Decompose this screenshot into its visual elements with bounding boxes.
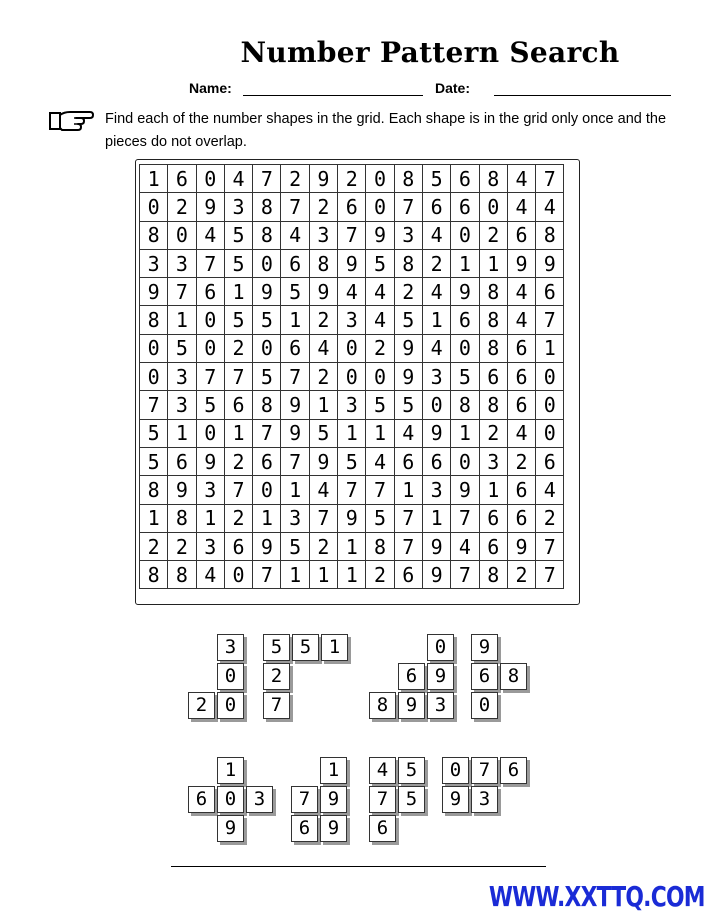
grid-cell[interactable]: 0 <box>366 165 394 193</box>
shape-cell: 6 <box>398 663 425 690</box>
grid-cell[interactable]: 3 <box>479 447 507 475</box>
grid-cell[interactable]: 1 <box>479 249 507 277</box>
website-link[interactable]: WWW.XXTTQ.COM <box>489 880 705 913</box>
shape-cell: 5 <box>263 634 290 661</box>
grid-cell[interactable]: 6 <box>507 391 535 419</box>
grid-cell[interactable]: 7 <box>536 561 564 589</box>
grid-cell[interactable]: 4 <box>338 278 366 306</box>
grid-cell[interactable]: 6 <box>224 391 252 419</box>
grid-cell[interactable]: 7 <box>253 561 281 589</box>
grid-cell[interactable]: 8 <box>479 334 507 362</box>
shape-cell: 7 <box>471 757 498 784</box>
grid-cell[interactable]: 5 <box>196 391 224 419</box>
grid-cell[interactable]: 2 <box>309 532 337 560</box>
grid-row <box>140 221 564 249</box>
grid-cell[interactable]: 7 <box>140 391 168 419</box>
name-date-row <box>0 80 713 100</box>
grid-cell[interactable]: 5 <box>394 306 422 334</box>
grid-cell[interactable]: 1 <box>338 419 366 447</box>
grid-cell[interactable]: 0 <box>366 193 394 221</box>
grid-cell[interactable]: 9 <box>140 278 168 306</box>
shape-cell: 9 <box>217 815 244 842</box>
grid-cell[interactable]: 9 <box>366 221 394 249</box>
grid-cell[interactable]: 0 <box>451 334 479 362</box>
grid-cell[interactable]: 1 <box>338 532 366 560</box>
shape-cell: 7 <box>291 786 318 813</box>
grid-cell[interactable]: 0 <box>536 419 564 447</box>
grid-cell[interactable]: 9 <box>394 363 422 391</box>
shape-cell: 2 <box>263 663 290 690</box>
shape-cell: 7 <box>263 692 290 719</box>
grid-cell[interactable]: 7 <box>224 476 252 504</box>
grid-cell[interactable]: 2 <box>507 561 535 589</box>
grid-cell[interactable]: 3 <box>281 504 309 532</box>
grid-cell[interactable]: 6 <box>536 278 564 306</box>
grid-cell[interactable]: 6 <box>196 278 224 306</box>
grid-cell[interactable]: 8 <box>451 391 479 419</box>
grid-cell[interactable]: 9 <box>338 249 366 277</box>
grid-cell[interactable]: 7 <box>338 221 366 249</box>
grid-cell[interactable]: 3 <box>196 532 224 560</box>
grid-cell[interactable]: 1 <box>536 334 564 362</box>
grid-cell[interactable]: 4 <box>422 334 450 362</box>
shape-cell: 1 <box>321 634 348 661</box>
grid-cell[interactable]: 0 <box>168 221 196 249</box>
grid-cell[interactable]: 9 <box>309 165 337 193</box>
grid-cell[interactable]: 0 <box>338 363 366 391</box>
grid-cell[interactable]: 0 <box>536 391 564 419</box>
grid-cell[interactable]: 6 <box>451 306 479 334</box>
shape-cell: 9 <box>427 663 454 690</box>
shape-cell: 0 <box>217 786 244 813</box>
name-label: Name: <box>189 80 232 96</box>
grid-cell[interactable]: 4 <box>366 278 394 306</box>
grid-cell[interactable]: 8 <box>536 221 564 249</box>
grid-cell[interactable]: 4 <box>507 419 535 447</box>
grid-cell[interactable]: 3 <box>394 221 422 249</box>
grid-cell[interactable]: 7 <box>394 193 422 221</box>
shape-cell: 8 <box>369 692 396 719</box>
shape-cell: 9 <box>320 815 347 842</box>
grid-cell[interactable]: 1 <box>366 419 394 447</box>
grid-cell[interactable]: 8 <box>479 165 507 193</box>
grid-cell[interactable]: 6 <box>281 334 309 362</box>
pointing-hand-icon <box>48 108 94 134</box>
grid-row <box>140 504 564 532</box>
grid-cell[interactable]: 0 <box>422 391 450 419</box>
grid-cell[interactable]: 5 <box>309 419 337 447</box>
grid-cell[interactable]: 7 <box>196 363 224 391</box>
grid-cell[interactable]: 1 <box>394 476 422 504</box>
grid-cell[interactable]: 9 <box>253 278 281 306</box>
grid-cell[interactable]: 7 <box>253 165 281 193</box>
grid-cell[interactable]: 8 <box>253 193 281 221</box>
grid-cell[interactable]: 0 <box>451 447 479 475</box>
grid-cell[interactable]: 3 <box>140 249 168 277</box>
shape-cell: 6 <box>369 815 396 842</box>
shape-cell: 9 <box>398 692 425 719</box>
grid-cell[interactable]: 9 <box>451 278 479 306</box>
grid-cell[interactable]: 8 <box>140 306 168 334</box>
shape-cell: 2 <box>188 692 215 719</box>
grid-cell[interactable]: 7 <box>536 532 564 560</box>
shape-cell: 6 <box>500 757 527 784</box>
grid-cell[interactable]: 2 <box>366 561 394 589</box>
grid-cell[interactable]: 6 <box>507 363 535 391</box>
grid-cell[interactable]: 5 <box>140 447 168 475</box>
shape-cell: 1 <box>320 757 347 784</box>
grid-cell[interactable]: 4 <box>451 532 479 560</box>
grid-cell[interactable]: 8 <box>168 561 196 589</box>
shape-cell: 3 <box>217 634 244 661</box>
grid-cell[interactable]: 1 <box>451 249 479 277</box>
grid-cell[interactable]: 8 <box>253 221 281 249</box>
grid-cell[interactable]: 9 <box>196 447 224 475</box>
grid-cell[interactable]: 1 <box>451 419 479 447</box>
grid-cell[interactable]: 4 <box>536 476 564 504</box>
shape-cell: 1 <box>217 757 244 784</box>
grid-cell[interactable]: 8 <box>479 391 507 419</box>
grid-cell[interactable]: 3 <box>309 221 337 249</box>
grid-cell[interactable]: 5 <box>394 391 422 419</box>
grid-cell[interactable]: 3 <box>168 249 196 277</box>
grid-row <box>140 193 564 221</box>
grid-cell[interactable]: 2 <box>140 532 168 560</box>
grid-row <box>140 476 564 504</box>
grid-row <box>140 278 564 306</box>
grid-row <box>140 363 564 391</box>
grid-cell[interactable]: 9 <box>281 391 309 419</box>
grid-cell[interactable]: 5 <box>366 391 394 419</box>
grid-cell[interactable]: 2 <box>536 504 564 532</box>
grid-cell[interactable]: 2 <box>309 193 337 221</box>
grid-cell[interactable]: 0 <box>140 334 168 362</box>
grid-cell[interactable]: 7 <box>338 476 366 504</box>
grid-cell[interactable]: 3 <box>196 476 224 504</box>
grid-cell[interactable]: 6 <box>253 447 281 475</box>
grid-cell[interactable]: 8 <box>140 476 168 504</box>
shape-cell: 9 <box>442 786 469 813</box>
shape-cell: 5 <box>398 757 425 784</box>
grid-cell[interactable]: 4 <box>536 193 564 221</box>
grid-cell[interactable]: 0 <box>140 363 168 391</box>
grid-cell[interactable]: 2 <box>309 363 337 391</box>
grid-cell[interactable]: 4 <box>366 447 394 475</box>
grid-cell[interactable]: 2 <box>394 278 422 306</box>
grid-cell[interactable]: 7 <box>168 278 196 306</box>
grid-cell[interactable]: 9 <box>309 447 337 475</box>
grid-cell[interactable]: 6 <box>394 447 422 475</box>
number-grid <box>139 164 564 589</box>
grid-cell[interactable]: 5 <box>224 306 252 334</box>
grid-cell[interactable]: 1 <box>479 476 507 504</box>
grid-cell[interactable]: 7 <box>309 504 337 532</box>
grid-cell[interactable]: 5 <box>253 363 281 391</box>
grid-cell[interactable]: 2 <box>507 447 535 475</box>
grid-cell[interactable]: 0 <box>338 334 366 362</box>
grid-cell[interactable]: 2 <box>479 221 507 249</box>
grid-cell[interactable]: 8 <box>366 532 394 560</box>
grid-cell[interactable]: 5 <box>366 249 394 277</box>
footer-line <box>171 866 546 867</box>
shape-cell: 0 <box>442 757 469 784</box>
page-title: Number Pattern Search <box>240 36 620 69</box>
shape-cell: 3 <box>471 786 498 813</box>
shape-cell: 9 <box>471 634 498 661</box>
grid-cell[interactable]: 4 <box>309 334 337 362</box>
grid-row <box>140 532 564 560</box>
grid-cell[interactable]: 8 <box>479 561 507 589</box>
grid-cell[interactable]: 2 <box>281 165 309 193</box>
grid-cell[interactable]: 9 <box>168 476 196 504</box>
date-label: Date: <box>435 80 471 96</box>
grid-cell[interactable]: 0 <box>253 334 281 362</box>
grid-cell[interactable]: 4 <box>507 193 535 221</box>
grid-row <box>140 306 564 334</box>
grid-cell[interactable]: 1 <box>168 419 196 447</box>
grid-cell[interactable]: 4 <box>309 476 337 504</box>
grid-cell[interactable]: 3 <box>224 193 252 221</box>
shape-cell: 0 <box>471 692 498 719</box>
grid-cell[interactable]: 6 <box>479 532 507 560</box>
grid-cell[interactable]: 6 <box>168 447 196 475</box>
grid-cell[interactable]: 7 <box>536 306 564 334</box>
grid-cell[interactable]: 1 <box>309 391 337 419</box>
shape-cell: 3 <box>427 692 454 719</box>
grid-cell[interactable]: 6 <box>451 165 479 193</box>
shape-cell: 7 <box>369 786 396 813</box>
grid-cell[interactable]: 9 <box>507 532 535 560</box>
grid-cell[interactable]: 1 <box>224 278 252 306</box>
grid-cell[interactable]: 0 <box>224 561 252 589</box>
grid-cell[interactable]: 7 <box>536 165 564 193</box>
grid-cell[interactable]: 8 <box>168 504 196 532</box>
grid-cell[interactable]: 6 <box>394 561 422 589</box>
grid-cell[interactable]: 5 <box>451 363 479 391</box>
grid-cell[interactable]: 1 <box>253 504 281 532</box>
grid-cell[interactable]: 6 <box>479 504 507 532</box>
grid-cell[interactable]: 3 <box>168 363 196 391</box>
grid-cell[interactable]: 6 <box>224 532 252 560</box>
grid-cell[interactable]: 1 <box>309 561 337 589</box>
grid-cell[interactable]: 9 <box>451 476 479 504</box>
grid-cell[interactable]: 9 <box>536 249 564 277</box>
grid-cell[interactable]: 6 <box>422 193 450 221</box>
grid-cell[interactable]: 0 <box>196 334 224 362</box>
grid-cell[interactable]: 6 <box>507 504 535 532</box>
grid-cell[interactable]: 6 <box>422 447 450 475</box>
shape-cell: 6 <box>188 786 215 813</box>
grid-cell[interactable]: 2 <box>224 447 252 475</box>
grid-cell[interactable]: 0 <box>253 476 281 504</box>
grid-cell[interactable]: 4 <box>281 221 309 249</box>
grid-cell[interactable]: 9 <box>394 334 422 362</box>
grid-cell[interactable]: 2 <box>168 193 196 221</box>
grid-cell[interactable]: 7 <box>281 447 309 475</box>
grid-cell[interactable]: 0 <box>140 193 168 221</box>
grid-cell[interactable]: 4 <box>422 278 450 306</box>
shape-cell: 0 <box>427 634 454 661</box>
grid-cell[interactable]: 1 <box>281 306 309 334</box>
grid-cell[interactable]: 4 <box>224 165 252 193</box>
grid-row <box>140 419 564 447</box>
grid-cell[interactable]: 6 <box>507 221 535 249</box>
name-field[interactable] <box>243 95 423 96</box>
grid-cell[interactable]: 3 <box>338 306 366 334</box>
grid-cell[interactable]: 3 <box>338 391 366 419</box>
shape-cell: 6 <box>291 815 318 842</box>
grid-row <box>140 561 564 589</box>
grid-cell[interactable]: 8 <box>253 391 281 419</box>
grid-cell[interactable]: 6 <box>338 193 366 221</box>
grid-cell[interactable]: 8 <box>479 278 507 306</box>
grid-cell[interactable]: 1 <box>422 504 450 532</box>
grid-cell[interactable]: 9 <box>196 193 224 221</box>
shape-cell: 5 <box>292 634 319 661</box>
grid-cell[interactable]: 3 <box>422 363 450 391</box>
grid-cell[interactable]: 4 <box>366 306 394 334</box>
grid-cell[interactable]: 5 <box>224 221 252 249</box>
grid-cell[interactable]: 2 <box>479 419 507 447</box>
grid-cell[interactable]: 0 <box>366 363 394 391</box>
shape-cell: 8 <box>500 663 527 690</box>
grid-cell[interactable]: 2 <box>366 334 394 362</box>
grid-cell[interactable]: 4 <box>507 278 535 306</box>
grid-cell[interactable]: 9 <box>507 249 535 277</box>
grid-cell[interactable]: 7 <box>394 532 422 560</box>
instructions: Find each of the number shapes in the grid. Each shape is in the grid only once and the pieces do not overlap. <box>105 111 667 150</box>
grid-cell[interactable]: 1 <box>338 561 366 589</box>
grid-row <box>140 391 564 419</box>
grid-cell[interactable]: 9 <box>422 561 450 589</box>
grid-cell[interactable]: 5 <box>281 278 309 306</box>
grid-cell[interactable]: 9 <box>309 278 337 306</box>
grid-cell[interactable]: 6 <box>281 249 309 277</box>
grid-cell[interactable]: 5 <box>338 447 366 475</box>
grid-row <box>140 447 564 475</box>
grid-cell[interactable]: 0 <box>196 306 224 334</box>
grid-cell[interactable]: 5 <box>224 249 252 277</box>
grid-cell[interactable]: 8 <box>140 561 168 589</box>
grid-cell[interactable]: 6 <box>507 476 535 504</box>
grid-cell[interactable]: 7 <box>451 561 479 589</box>
grid-cell[interactable]: 5 <box>140 419 168 447</box>
grid-cell[interactable]: 6 <box>479 363 507 391</box>
grid-cell[interactable]: 8 <box>479 306 507 334</box>
grid-cell[interactable]: 0 <box>536 363 564 391</box>
grid-cell[interactable]: 6 <box>451 193 479 221</box>
grid-cell[interactable]: 9 <box>422 532 450 560</box>
grid-cell[interactable]: 7 <box>281 193 309 221</box>
grid-cell[interactable]: 5 <box>168 334 196 362</box>
grid-cell[interactable]: 2 <box>422 249 450 277</box>
grid-cell[interactable]: 7 <box>196 249 224 277</box>
grid-cell[interactable]: 7 <box>451 504 479 532</box>
grid-cell[interactable]: 4 <box>507 306 535 334</box>
grid-cell[interactable]: 0 <box>253 249 281 277</box>
grid-cell[interactable]: 1 <box>422 306 450 334</box>
grid-row <box>140 249 564 277</box>
grid-cell[interactable]: 0 <box>196 165 224 193</box>
shape-cell: 5 <box>398 786 425 813</box>
grid-cell[interactable]: 4 <box>422 221 450 249</box>
grid-cell[interactable]: 5 <box>366 504 394 532</box>
grid-cell[interactable]: 0 <box>451 221 479 249</box>
grid-cell[interactable]: 7 <box>394 504 422 532</box>
shape-cell: 4 <box>369 757 396 784</box>
shape-cell: 0 <box>217 692 244 719</box>
grid-cell[interactable]: 2 <box>224 334 252 362</box>
grid-cell[interactable]: 1 <box>140 165 168 193</box>
grid-cell[interactable]: 4 <box>196 561 224 589</box>
grid-cell[interactable]: 5 <box>422 165 450 193</box>
grid-cell[interactable]: 5 <box>281 532 309 560</box>
grid-cell[interactable]: 9 <box>338 504 366 532</box>
grid-cell[interactable]: 4 <box>196 221 224 249</box>
shape-cell: 9 <box>320 786 347 813</box>
grid-cell[interactable]: 0 <box>196 419 224 447</box>
grid-cell[interactable]: 1 <box>281 561 309 589</box>
grid-cell[interactable]: 2 <box>168 532 196 560</box>
grid-cell[interactable]: 8 <box>394 249 422 277</box>
grid-cell[interactable]: 7 <box>253 419 281 447</box>
grid-cell[interactable]: 1 <box>196 504 224 532</box>
grid-cell[interactable]: 9 <box>422 419 450 447</box>
grid-cell[interactable]: 4 <box>507 165 535 193</box>
shape-cell: 3 <box>246 786 273 813</box>
grid-cell[interactable]: 7 <box>224 363 252 391</box>
shape-cell: 0 <box>217 663 244 690</box>
grid-cell[interactable]: 9 <box>253 532 281 560</box>
grid-cell[interactable]: 6 <box>536 447 564 475</box>
grid-cell[interactable]: 1 <box>168 306 196 334</box>
grid-cell[interactable]: 9 <box>281 419 309 447</box>
date-field[interactable] <box>494 95 671 96</box>
grid-cell[interactable]: 1 <box>281 476 309 504</box>
grid-cell[interactable]: 2 <box>309 306 337 334</box>
shape-cell: 6 <box>471 663 498 690</box>
grid-cell[interactable]: 3 <box>422 476 450 504</box>
grid-cell[interactable]: 1 <box>224 419 252 447</box>
grid-cell[interactable]: 5 <box>253 306 281 334</box>
grid-cell[interactable]: 8 <box>394 165 422 193</box>
grid-cell[interactable]: 3 <box>168 391 196 419</box>
grid-cell[interactable]: 7 <box>366 476 394 504</box>
grid-cell[interactable]: 1 <box>140 504 168 532</box>
grid-cell[interactable]: 2 <box>338 165 366 193</box>
grid-row <box>140 165 564 193</box>
grid-cell[interactable]: 8 <box>140 221 168 249</box>
grid-cell[interactable]: 4 <box>394 419 422 447</box>
grid-cell[interactable]: 8 <box>309 249 337 277</box>
grid-cell[interactable]: 6 <box>168 165 196 193</box>
grid-cell[interactable]: 0 <box>479 193 507 221</box>
grid-cell[interactable]: 2 <box>224 504 252 532</box>
grid-cell[interactable]: 7 <box>281 363 309 391</box>
grid-cell[interactable]: 6 <box>507 334 535 362</box>
grid-row <box>140 334 564 362</box>
